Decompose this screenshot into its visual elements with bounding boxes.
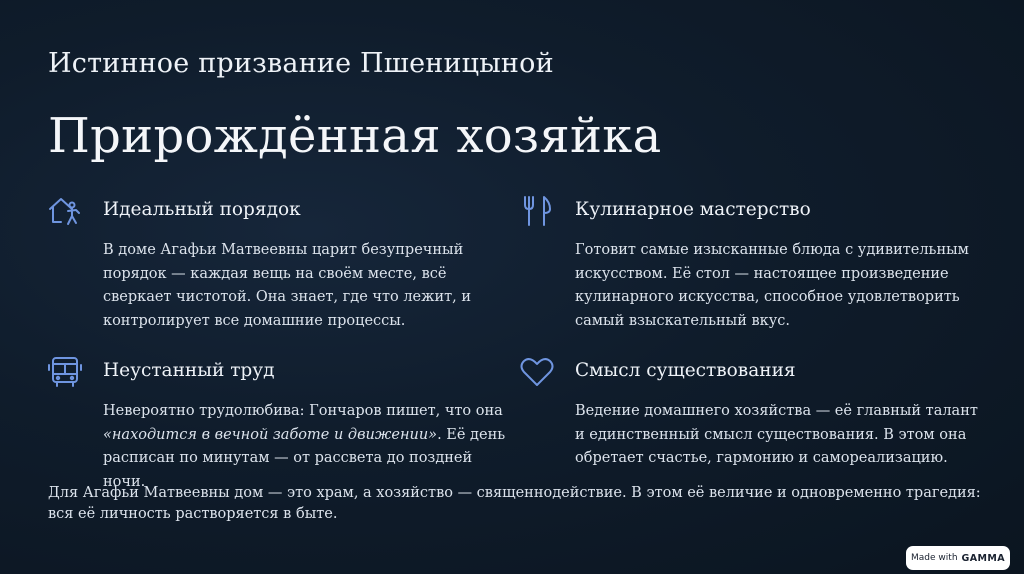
badge-prefix: Made with: [911, 553, 958, 563]
made-with-gamma-badge[interactable]: [906, 546, 1010, 570]
fork-knife-icon: [520, 194, 554, 228]
card-title: Идеальный порядок: [103, 199, 301, 220]
house-person-icon: [48, 194, 82, 228]
gamma-logo: GAMMA: [961, 552, 1005, 564]
card-body: Ведение домашнего хозяйства — её главный талант и единственный смысл существования. В этом она обретает счастье, гармонию и самореализацию.: [575, 403, 978, 466]
heart-icon: [520, 355, 554, 389]
card-body: В доме Агафьи Матвеевны царит безупречный порядок — каждая вещь на своём месте, всё сверкает чистотой. Она знает, где что лежит, и контролирует все домашние процессы.: [103, 242, 472, 329]
card-title: Неустанный труд: [103, 360, 275, 381]
card-body: Готовит самые изысканные блюда с удивительным искусством. Её стол — настоящее произведение кулинарного искусства, способное удовлетворить самый взыскательный вкус.: [575, 242, 969, 329]
card-title: Смысл существования: [575, 360, 796, 381]
card-body-text: Невероятно трудолюбива: Гончаров пишет, что она: [103, 403, 503, 419]
card-body: [103, 400, 513, 494]
summary-text: Для Агафьи Матвеевны дом — это храм, а хозяйство — священнодействие. В этом её величие и одновременно трагедия: вся её личность растворяется в быте.: [48, 485, 981, 522]
bus-icon: [48, 355, 82, 389]
card-title: Кулинарное мастерство: [575, 199, 811, 220]
slide-kicker: Истинное призвание Пшеницыной: [48, 48, 554, 79]
slide-headline: Прирождённая хозяйка: [48, 108, 662, 164]
card-body-quote: «находится в вечной заботе и движении»: [103, 426, 438, 443]
card-body-text: . Её день расписан по минутам — от рассвета до поздней ночи.: [103, 426, 506, 490]
